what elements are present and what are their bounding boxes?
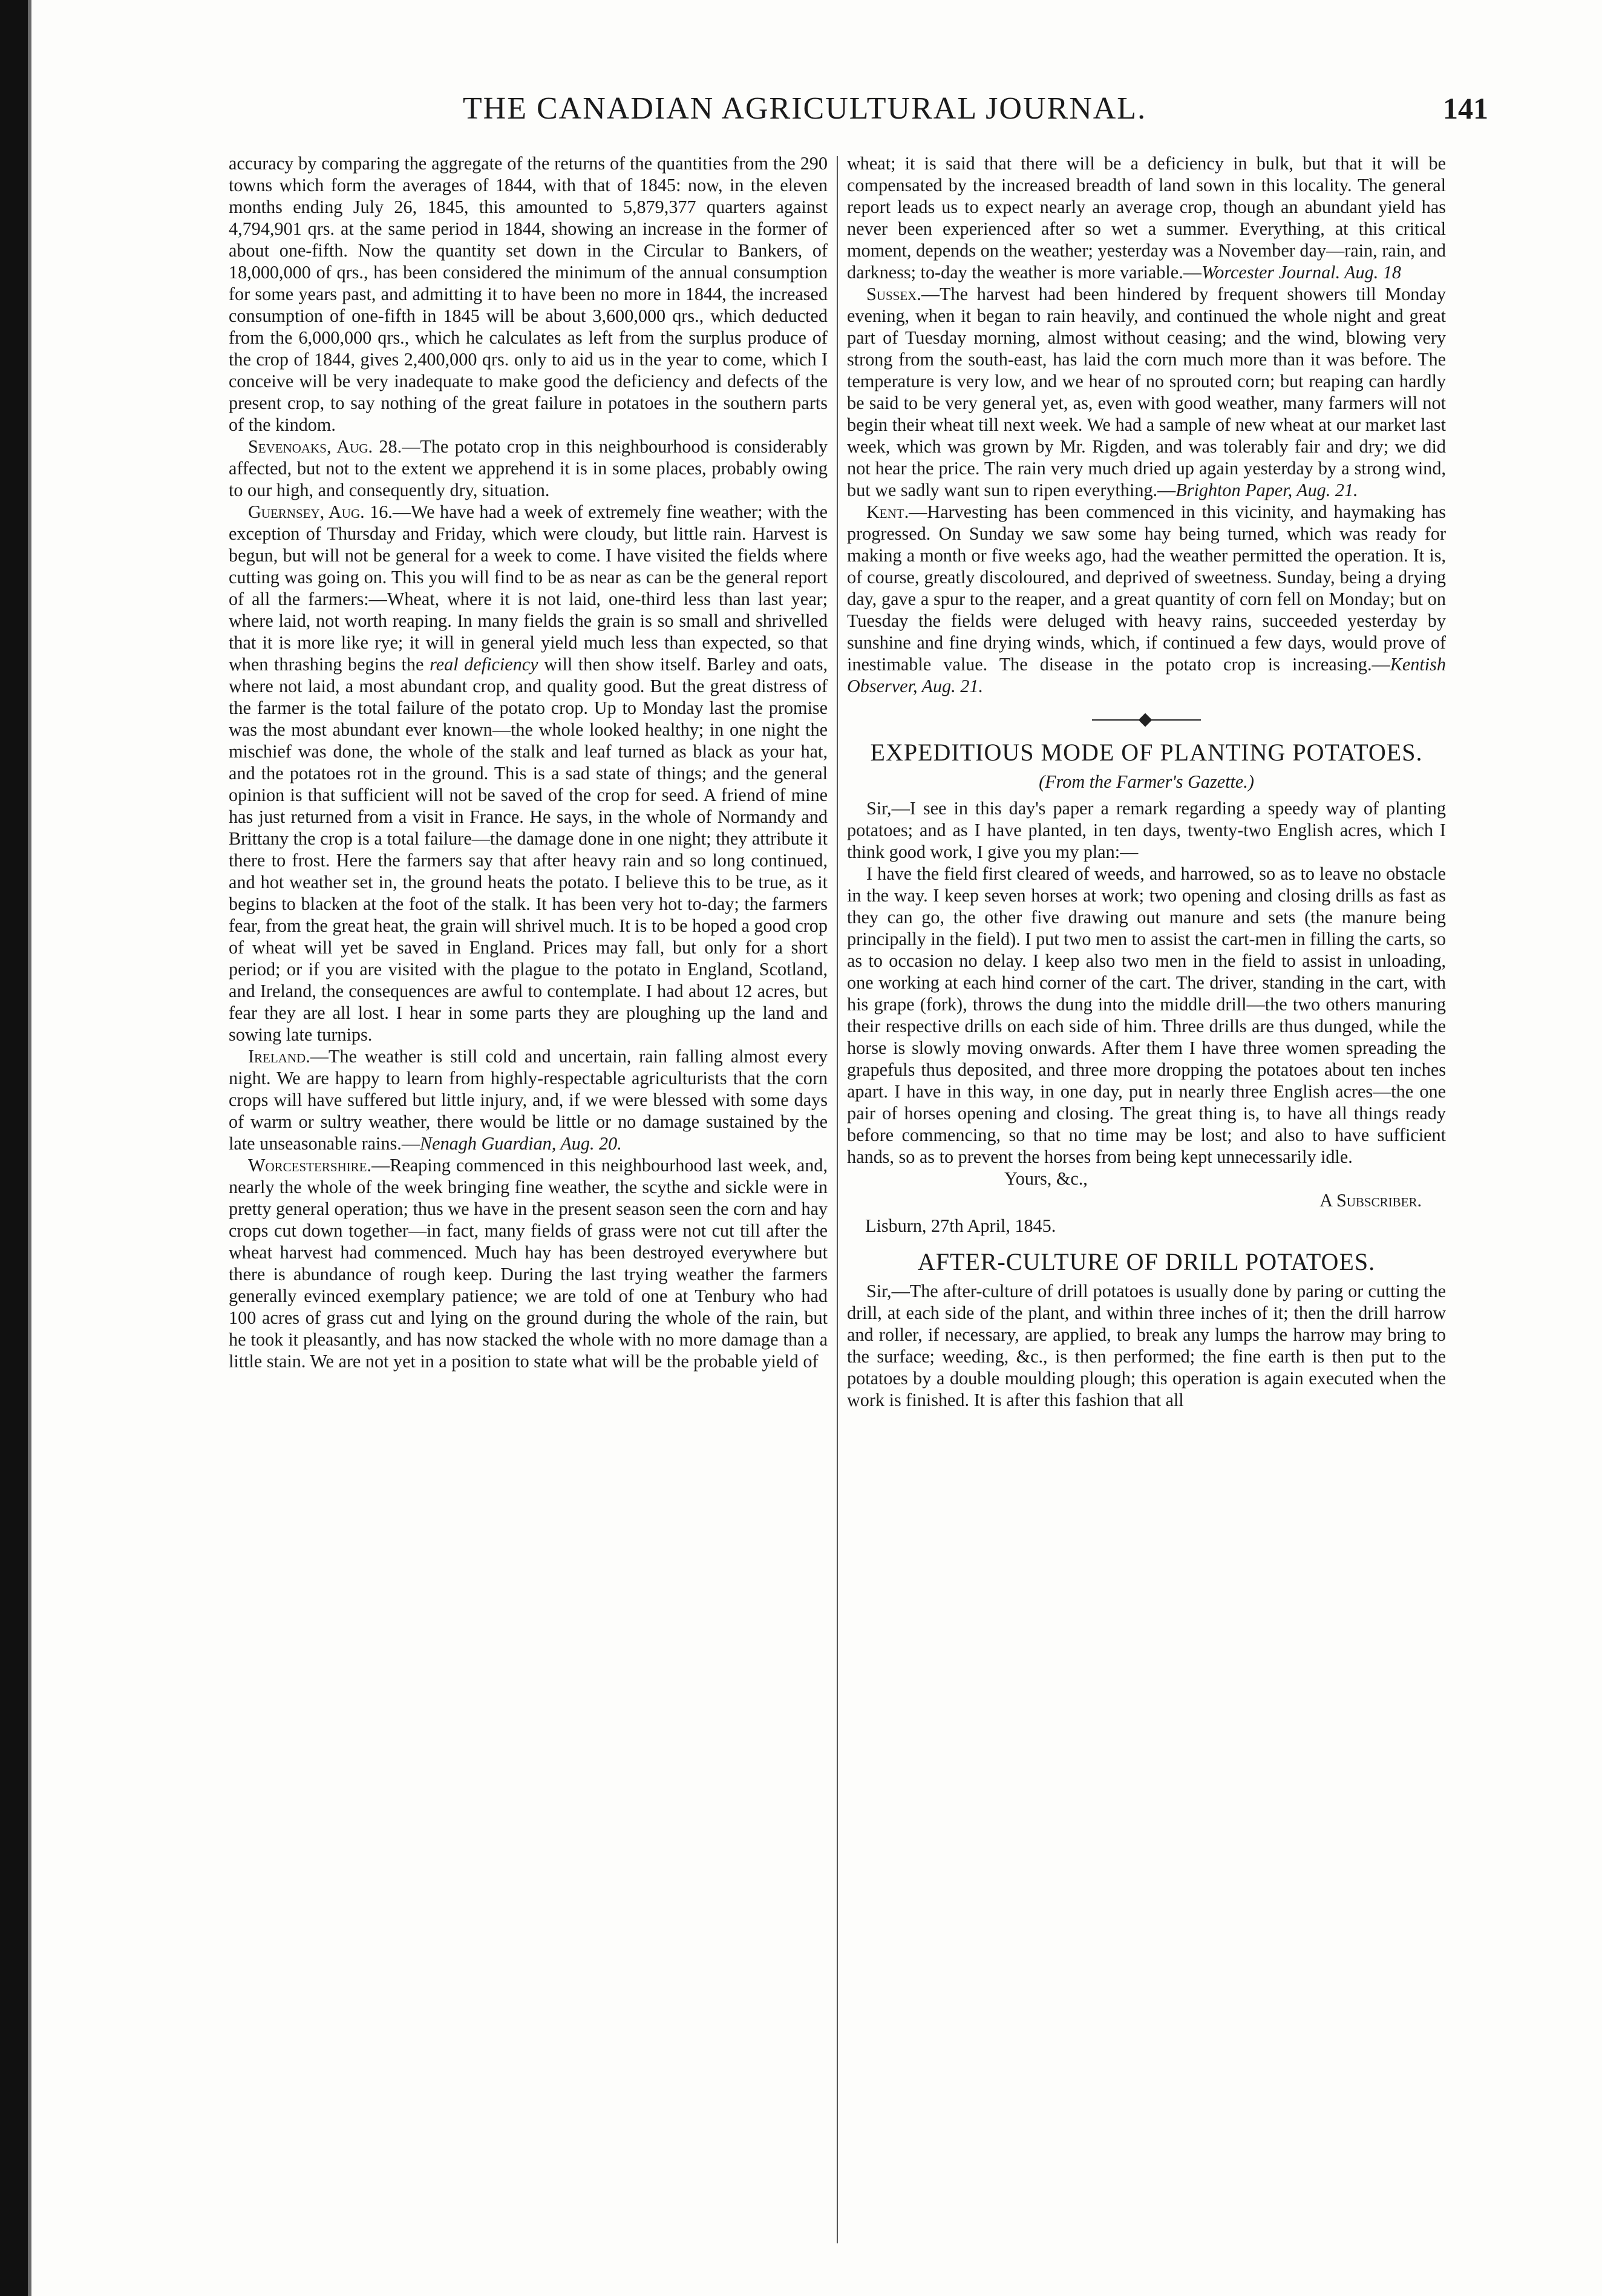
- paragraph-text: wheat; it is said that there will be a deficiency in bulk, but that it will be compensated by the increased breadth of land sown in this locality. The general report leads us to expect nearly an average crop, though an abundant yield has never been experienced after so wet a summer. Everything, at this critical moment, depends on the weather; yesterday was a November day—rain, rain, and darkness; to-day the weather is more variable.—: [847, 153, 1446, 283]
- report-worcestershire: [229, 1154, 828, 1372]
- report-heading: Guernsey, Aug. 16.: [248, 502, 393, 522]
- page-number: 141: [1443, 91, 1488, 125]
- article-paragraph: Sir,—I see in this day's paper a remark regarding a speedy way of planting potatoes; and as I have planted, in ten days, twenty-two English acres, which I think good work, I give you my plan:—: [847, 798, 1446, 862]
- article-title: AFTER-CULTURE OF DRILL POTATOES.: [917, 1248, 1376, 1275]
- report-source: Brighton Paper, Aug. 21.: [1175, 480, 1358, 500]
- report-heading: Worcestershire.: [248, 1155, 372, 1176]
- right-column: [847, 152, 1446, 2246]
- report-heading: Sevenoaks, Aug. 28.: [248, 436, 402, 457]
- emphasis-text: real deficiency: [430, 654, 538, 675]
- report-text: —Reaping commenced in this neighbourhood last week, and, nearly the whole of the week bringing fine weather, the scythe and sickle were in pretty general operation; thus we have in the present season seen the corn and hay crops cut down together—in fact, many fields of grass were not cut till after the wheat harvest had commenced. Much hay has been destroyed everywhere but there is abundance of rough keep. During the last trying weather the farmers generally evinced exemplary patience; we are told of one at Tenbury who had 100 acres of grass cut and lying on the ground during the whole of the rain, but he took it pleasantly, and has now stacked the whole with no more damage than a little stain. We are not yet in a position to state what will be the probable yield of: [229, 1155, 828, 1372]
- report-text: —The weather is still cold and uncertain, rain falling almost every night. We are happy to learn from highly-respectable agriculturists that the corn crops will have suffered but little injury, and, if we were blessed with some days of warm or sultry weather, there would be little or no damage sustained by the late unseasonable rains.—: [229, 1046, 828, 1154]
- report-heading: Ireland.: [248, 1046, 310, 1067]
- paragraph-continued: [847, 152, 1446, 283]
- running-head: THE CANADIAN AGRICULTURAL JOURNAL.: [462, 91, 1147, 126]
- page-header: [218, 91, 1488, 139]
- paragraph-text: accuracy by comparing the aggregate of the returns of the quantities from the 290 towns which form the averages of 1844, with that of 1845: now, in the eleven months ending July 26, 1845, this amounted to 5,879,377 quarters against 4,794,901 qrs. at the same period in 1844, showing an increase in the former of about one-fifth. Now the quantity set down in the Circular to Bankers, of 18,000,000 of qrs., has been considered the minimum of the annual consumption for some years past, and admitting it to have been no more in 1844, the increased consumption of one-fifth in 1845 will be about 3,600,000 qrs., which deducted from the 6,000,000 qrs., which he calculates as left from the surplus produce of the crop of 1844, gives 2,400,000 qrs. only to aid us in the year to come, which I conceive will be very inadequate to make good the deficiency and defects of the present crop, to say nothing of the great failure in potatoes in the southern parts of the kindom.: [229, 153, 828, 435]
- paragraph-continued: [229, 152, 828, 436]
- article-source: (From the Farmer's Gazette.): [1039, 771, 1254, 792]
- article-paragraph: Sir,—The after-culture of drill potatoes is usually done by paring or cutting the drill, at each side of the plant, and within three inches of it; then the drill harrow and roller, if necessary, are applied, to break any lumps the harrow may bring to the surface; weeding, &c., is then performed; the fine earth is then put to the potatoes by a double moulding plough; this operation is again executed when the work is finished. It is after this fashion that all: [847, 1281, 1446, 1410]
- article-title: EXPEDITIOUS MODE OF PLANTING POTATOES.: [870, 739, 1423, 766]
- article-signoff: Yours, &c.,: [1004, 1168, 1088, 1189]
- column-rule: [837, 156, 838, 2243]
- report-guernsey: [229, 501, 828, 1045]
- report-heading: Kent.: [866, 502, 909, 522]
- report-source: Nenagh Guardian, Aug. 20.: [420, 1133, 622, 1154]
- report-text: —The harvest had been hindered by frequent showers till Monday evening, when it began to rain heavily, and continued the whole night and great part of Tuesday morning, almost without ceasing; and the wind, blowing very strong from the south-east, has laid the corn much more than it was before. The temperature is very low, and we hear of no sprouted corn; but reaping can hardly be said to be very general yet, as, even with good weather, many farmers will not begin their wheat till next week. We had a sample of new wheat at our market last week, which was grown by Mr. Rigden, and was tolerably fair and dry; we did not hear the price. The rain very much dried up again yesterday by a strong wind, but we sadly want sun to ripen everything.—: [847, 284, 1446, 500]
- section-separator-ornament: [1092, 713, 1201, 727]
- report-heading: Sussex.: [866, 284, 921, 304]
- report-source: Kentish Observer, Aug. 21.: [847, 654, 1446, 696]
- report-kent: [847, 501, 1446, 697]
- report-ireland: [229, 1045, 828, 1154]
- article-signature: A Subscriber.: [1319, 1190, 1422, 1211]
- report-text: will then show itself. Barley and oats, where not laid, a most abundant crop, and quality good. But the great distress of the farmer is the total failure of the potato crop. Up to Monday last the promise was the most abundant ever known—the whole looked healthy; in one night the mischief was done, the whole of the stalk and leaf turned as black as your hat, and the potatoes rot in the ground. This is a sad state of things; and the general opinion is that sufficient will not be saved of the crop for seed. A friend of mine has just returned from a visit in France. He says, in the whole of Normandy and Brittany the crop is a total failure—the damage done in one night; they attribute it there to frost. Here the farmers say that after heavy rain and so long continued, and hot weather set in, the ground heats the potato. I believe this to be true, as it begins to blacken at the foot of the stalk. It has been very hot to-day; the farmers fear, from the great heat, the grain will shrivel much. It is to be hoped a good crop of wheat will yet be saved in England. Prices may fall, but only for a short period; or if you are visited with the plague to the potato in England, Scotland, and Ireland, the consequences are awful to contemplate. I had about 12 acres, but fear they are all lost. I hear in some parts they are ploughing up the land and sowing late turnips.: [229, 654, 828, 1045]
- report-text: —Harvesting has been commenced in this vicinity, and haymaking has progressed. On Sunday we saw some hay being turned, which was ready for making a month or five weeks ago, had the weather permitted the operation. It is, of course, greatly discoloured, and deprived of sweetness. Sunday, being a drying day, gave a spur to the reaper, and a great quantity of corn fell on Monday; but on Tuesday the fields were deluged with heavy rains, succeeded yesterday by sunshine and fine drying winds, which, if continued a few days, would prove of inestimable value. The disease in the potato crop is increasing.—: [847, 502, 1446, 675]
- report-text: —We have had a week of extremely fine weather; with the exception of Thursday and Friday, which were cloudy, but little rain. Harvest is begun, but will not be general for a week to come. I have visited the fields where cutting was going on. This you will find to be as near as can be the general report of all the farmers:—Wheat, where it is not laid, one-third less than last year; where laid, not worth reaping. In many fields the grain is so small and shrivelled that it is more like rye; it will in general yield much less than expected, so that when thrashing begins the: [229, 502, 828, 675]
- report-source: Worcester Journal. Aug. 18: [1201, 262, 1402, 283]
- left-column: [229, 152, 828, 2246]
- book-spine-edge: [0, 0, 38, 2296]
- article-paragraph: I have the field first cleared of weeds, and harrowed, so as to leave no obstacle in the way. I keep seven horses at work; two opening and closing drills as fast as they can go, the other five drawing out manure and sets (the manure being principally in the field). I put two men to assist the cart-men in filling the carts, so as to occasion no delay. I keep also two men in the field to assist in unloading, one working at each hind corner of the cart. The driver, standing in the cart, with his grape (fork), throws the dung into the middle drill—the two others manuring their respective drills on each side of him. Three drills are thus dunged, while the horse is slowly moving onwards. After them I have three women spreading the grapefuls thus deposited, and three more dropping the potatoes about ten inches apart. I have in this way, in one day, put in nearly three English acres—the one pair of horses opening and closing. The great thing is, to have all things ready before commencing, so that no time may be lost; and also to have sufficient hands, so as to prevent the horses from being kept unnecessarily idle.: [847, 863, 1446, 1167]
- report-text: —The potato crop in this neighbourhood is considerably affected, but not to the extent we apprehend it is in some places, probably owing to our high, and consequently dry, situation.: [229, 436, 828, 500]
- article-dateline: Lisburn, 27th April, 1845.: [865, 1215, 1056, 1236]
- report-sussex: [847, 283, 1446, 501]
- report-sevenoaks: [229, 436, 828, 501]
